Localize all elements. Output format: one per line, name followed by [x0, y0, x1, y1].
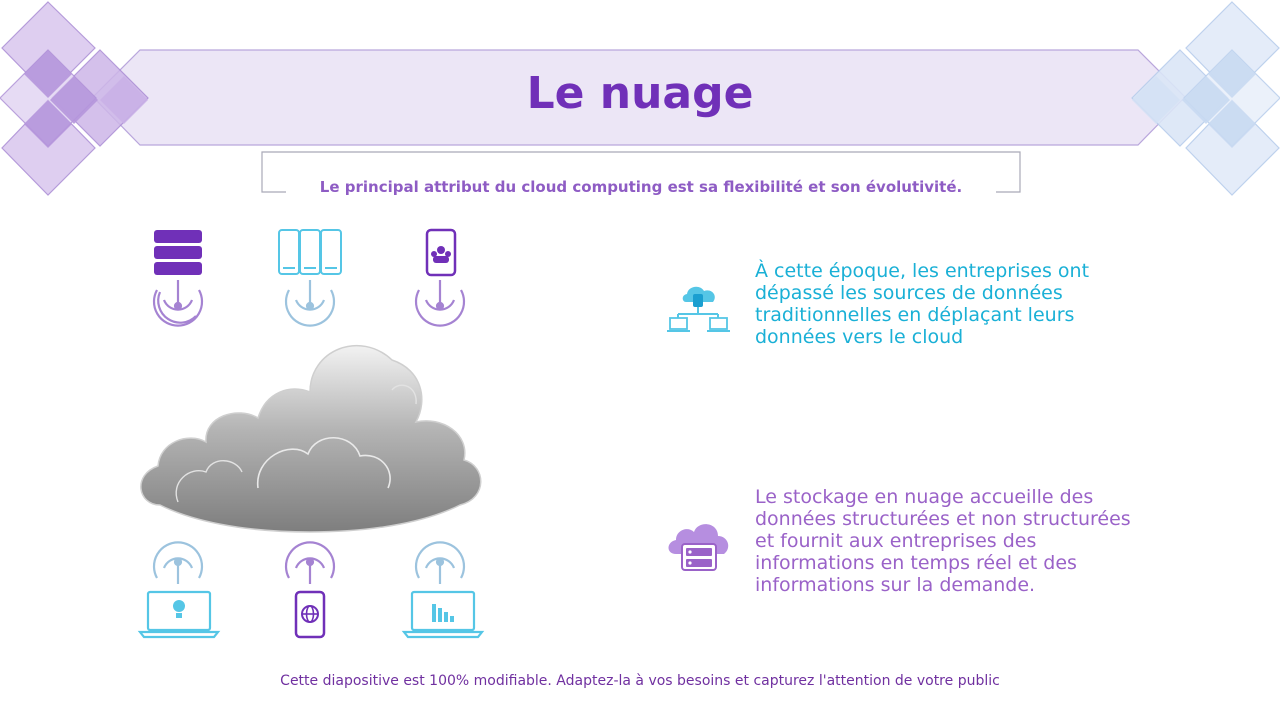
tablets-icon	[279, 230, 341, 274]
smartphone-globe-icon	[296, 592, 324, 637]
cloud-network-icon	[664, 280, 734, 336]
bottom-signal-icons	[154, 542, 464, 584]
top-signal-icons	[154, 280, 464, 326]
smartphone-users-icon	[427, 230, 455, 275]
cloud-storage-icon	[664, 518, 734, 574]
subtitle: Le principal attribut du cloud computing est sa flexibilité et son évolutivité.	[319, 178, 963, 196]
laptop-idea-icon	[140, 592, 218, 637]
laptop-chart-icon	[404, 592, 482, 637]
footer-note: Cette diapositive est 100% modifiable. Adaptez-la à vos besoins et capturez l'attention de votre public	[280, 673, 1000, 689]
point-2-text: Le stockage en nuage accueille des données structurées et non structurées et fournit aux entreprises des informations en temps réel et des informations sur la demande.	[755, 486, 1131, 596]
right-diamond-decoration	[1132, 2, 1280, 195]
left-diamond-decoration	[0, 2, 148, 195]
point-1-text: À cette époque, les entreprises ont dépassé les sources de données traditionnelles en déplaçant leurs données vers le cloud	[755, 260, 1090, 348]
cloud-icon	[141, 346, 481, 532]
page-title: Le nuage	[526, 68, 754, 119]
cloud-network-illustration	[130, 220, 490, 645]
database-icon	[154, 230, 202, 275]
